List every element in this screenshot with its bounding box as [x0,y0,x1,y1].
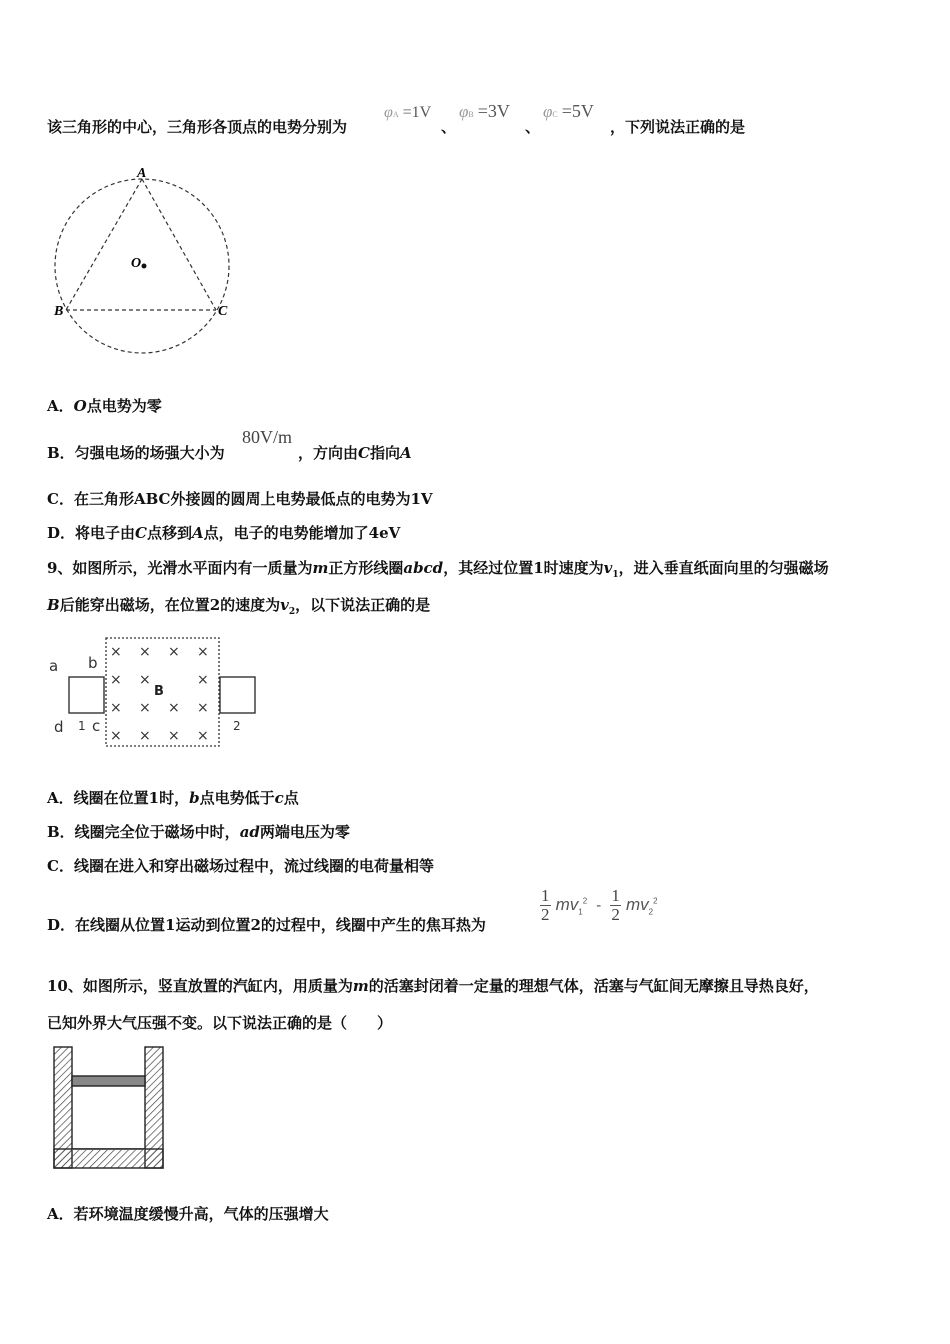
q8-opt-a-text: 点电势为零 [86,397,162,415]
label-position-2: 2 [233,719,241,733]
q9-opt-a-post: 点 [283,789,299,807]
q9-l2-v2: v [280,596,289,614]
coil-field-figure [46,632,266,752]
q9-l2-var: B [47,596,60,614]
q9-opt-a-var1: b [189,789,200,807]
q8-option-d [47,522,400,543]
label-o: O [131,256,142,271]
term-2-sup: 2 [653,896,658,906]
q8-opt-d-post: 点，电子的电势能增加了4eV [203,524,401,542]
q9-opt-a-prefix: A．线圈在位置1时， [47,789,190,807]
q9-opt-a-mid: 点电势低于 [199,789,275,807]
field-cross: × [139,728,151,744]
side-ac [142,179,216,310]
field-cross: × [197,644,209,660]
field-cross: × [168,644,180,660]
field-cross: × [139,644,151,660]
q8-option-b-tail [298,442,412,463]
label-a: A [137,166,147,181]
fraction-2 [610,887,621,924]
coil-position-1 [69,677,104,713]
q9-opt-d-prefix: D．在线圈从位置1运动到位置2的过程中，线圈中产生的焦耳热为 [47,916,486,934]
q9-stem-line2 [47,594,430,617]
q10-l1-post: 的活塞封闭着一定量的理想气体，活塞与气缸间无摩擦且导热良好， [368,977,819,995]
q9-l2-post: ，以下说法正确的是 [295,596,431,614]
field-cross: × [110,672,122,688]
fraction-2-den: 2 [611,905,620,924]
q8-opt-a-prefix: A． [47,397,74,415]
term-1-v: v [569,894,579,914]
fraction-2-num: 1 [611,886,620,905]
piston [72,1076,145,1086]
field-cross: × [110,700,122,716]
term-2-m: m [625,894,641,914]
q9-opt-b-prefix: B．线圈完全位于磁场中时， [47,823,240,841]
term-1 [555,894,588,917]
q9-l1-v1: v [603,559,613,577]
phi-c-expression [543,101,594,122]
coil-position-2 [220,677,255,713]
fraction-1 [540,887,551,924]
q10-stem-line1 [47,975,819,996]
q9-option-d [47,914,486,935]
term-2-v: v [640,894,649,914]
q9-option-a [47,787,299,808]
field-cross: × [197,700,209,716]
joule-heat-formula [540,887,658,924]
cylinder-piston-figure [50,1044,170,1174]
center-point [142,264,147,269]
q8-opt-b-mid: ，方向由 [298,444,359,462]
q8-opt-d-var2: A [191,524,204,542]
q9-l1-abcd: abcd [403,559,444,577]
label-coil-d: d [54,718,64,736]
q9-stem-line1 [47,557,829,580]
term-2-sub: 2 [648,907,654,917]
q8-stem-text: 该三角形的中心，三角形各顶点的电势分别为 [47,118,348,136]
label-coil-c: c [92,717,101,735]
q8-stem [47,116,347,137]
q8-opt-d-var1: C [135,524,147,542]
q8-opt-b-var1: C [358,444,370,462]
label-coil-b: b [88,654,98,672]
q9-l2-mid: 后能穿出磁场，在位置2的速度为 [59,596,281,614]
q10-stem-line2: 已知外界大气压强不变。以下说法正确的是（ ） [47,1014,393,1032]
q9-opt-b-post: 两端电压为零 [259,823,350,841]
q10-option-a: A．若环境温度缓慢升高，气体的压强增大 [47,1205,329,1223]
phi-a-value: =1V [402,104,432,121]
phi-c-symbol: φ [543,102,553,121]
term-1-sub: 1 [578,907,583,917]
q8-opt-b-prefix: B．匀强电场的场强大小为 [47,444,225,462]
triangle-circle-figure [46,160,241,360]
phi-b-sub: B [468,110,474,119]
q9-option-c: C．线圈在进入和穿出磁场过程中，流过线圈的电荷量相等 [47,857,434,875]
phi-a-sub: A [392,110,399,119]
q9-l1-mid: 正方形线圈 [328,559,404,577]
q10-l1-pre: 10、如图所示，竖直放置的汽缸内，用质量为 [47,977,353,995]
phi-a-expression [384,104,431,122]
phi-b-symbol: φ [459,102,469,121]
q8-stem-post: ，下列说法正确的是 [610,118,746,136]
label-coil-a: a [49,657,59,675]
q8-opt-b-value: 80V/m [242,427,293,447]
field-cross: × [139,700,151,716]
field-cross: × [110,644,122,660]
field-label-b: B [154,684,164,699]
q9-l2-v2-sub: 2 [288,607,296,617]
q8-option-c: C．在三角形ABC外接圆的圆周上电势最低点的电势为1V [47,490,433,508]
cylinder-bottom [54,1149,163,1168]
q8-opt-d-prefix: D．将电子由 [47,524,136,542]
phi-c-value: =5V [561,101,594,121]
q9-l1-post: ，进入垂直纸面向里的匀强磁场 [618,559,829,577]
term-1-sup: 2 [582,896,588,906]
minus-sign: - [596,897,602,914]
q9-l1-mid2: ，其经过位置1时速度为 [443,559,604,577]
q8-opt-a-var: O [73,397,87,415]
q8-option-a [47,395,162,416]
fraction-1-den: 2 [541,905,550,924]
label-position-1: 1 [78,719,86,733]
q9-opt-a-var2: c [274,789,284,807]
phi-b-expression [459,101,510,122]
field-cross: × [110,728,122,744]
field-cross: × [168,728,180,744]
q10-l1-m: m [352,977,369,995]
q8-option-b [47,442,225,463]
q8-sep1: 、 [441,118,457,136]
side-ab [66,179,142,310]
q8-opt-d-mid: 点移到 [146,524,192,542]
field-cross: × [168,700,180,716]
phi-a-symbol: φ [384,104,393,121]
q8-opt-b-var2: A [399,444,412,462]
label-b: B [54,304,64,319]
q9-l1-pre: 9、如图所示，光滑水平面内有一质量为 [47,559,313,577]
q9-option-b [47,821,350,842]
field-cross: × [197,672,209,688]
fraction-1-num: 1 [541,886,550,905]
term-2 [625,894,658,917]
q9-l1-m: m [312,559,329,577]
label-c: C [218,304,228,319]
q9-opt-b-var: ad [239,823,260,841]
field-cross: × [139,672,151,688]
q9-l1-v1-sub: 1 [612,570,619,580]
term-1-m: m [555,894,570,914]
q8-sep2: 、 [525,118,541,136]
field-cross: × [197,728,209,744]
phi-c-sub: C [552,110,558,119]
phi-b-value: =3V [477,101,510,121]
q8-opt-b-mid2: 指向 [369,444,400,462]
